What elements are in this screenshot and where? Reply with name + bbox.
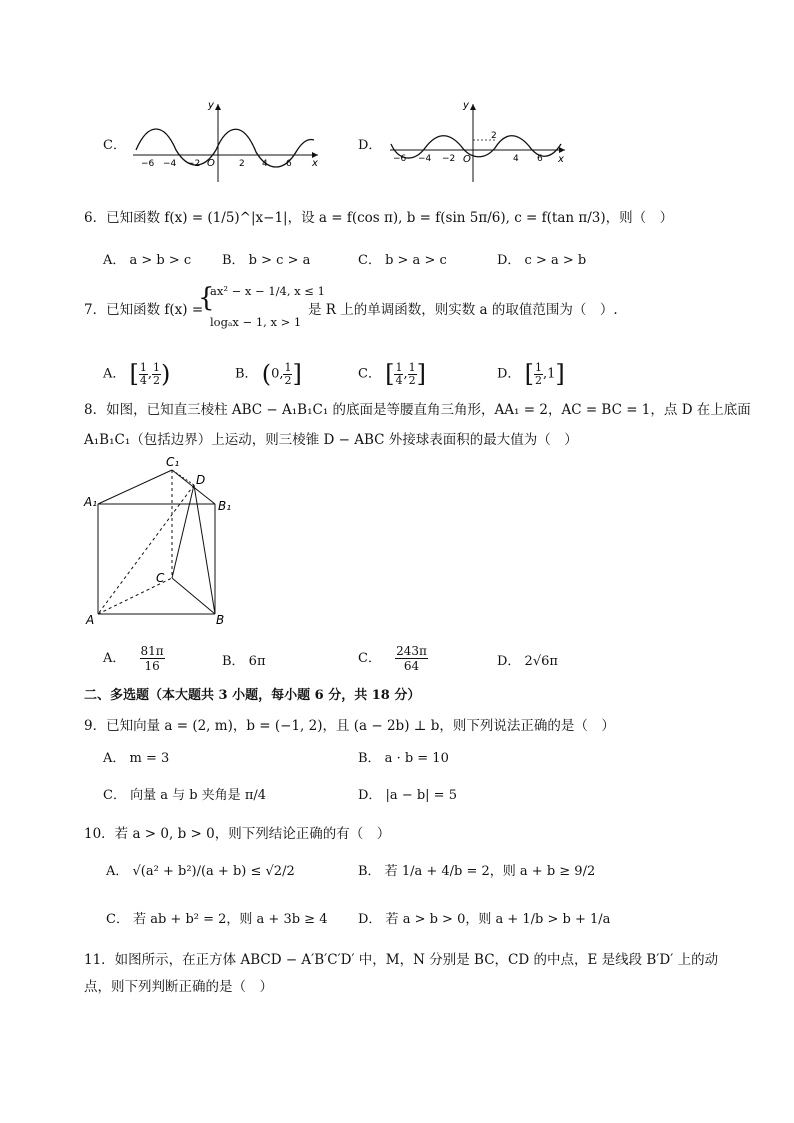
q8-option-c: C． $\frac{243\pi}{64}$: [358, 644, 427, 673]
q7-option-c: C． [ $\frac{1}{4}$ , $\frac{1}{2}$ ]: [358, 360, 426, 388]
label-a: A: [86, 613, 95, 627]
q6-option-b: B． b > c > a: [222, 253, 311, 268]
question-11-line-1: 11．如图所示，在正方体 ABCD − A′B′C′D′ 中，M，N 分别是 BC，CD 的中点，E 是线段 B′D′ 上的动: [84, 952, 719, 968]
q8-option-d: D． 2√6π: [497, 654, 558, 669]
question-8-line-2: A₁B₁C₁（包括边界）上运动，则三棱锥 D − ABC 外接球表面积的最大值为（ ）: [84, 432, 578, 448]
d-tick-6: 6: [537, 154, 543, 164]
c-y-label: y: [208, 100, 214, 111]
d-tick-0: −6: [393, 154, 407, 164]
q6-option-d: D． c > a > b: [497, 253, 587, 268]
q9-option-c: C． 向量 a 与 b 夹角是 π/4: [103, 788, 267, 803]
q7-case-2: logₐx − 1, x > 1: [210, 315, 302, 329]
option-d-graph: [385, 100, 575, 185]
d-tick-origin: O: [463, 154, 471, 165]
q6-option-a: A． a > b > c: [103, 253, 192, 268]
c-x-label: x: [312, 158, 318, 169]
c-tick-2: −2: [187, 159, 201, 169]
q10-option-d: D． 若 a > b > 0，则 a + 1/b > b + 1/a: [358, 912, 611, 927]
prism-figure: [82, 452, 242, 630]
d-tick-1: −4: [418, 154, 432, 164]
d-tick-2b: −2: [442, 154, 456, 164]
question-7-suffix: 是 R 上的单调函数，则实数 a 的取值范围为（ ）.: [308, 302, 618, 318]
c-tick-6: 6: [286, 159, 292, 169]
q6-option-c: C． b > a > c: [358, 253, 447, 268]
question-9-text: 9．已知向量 a = (2, m)，b = (−1, 2)，且 (a − 2b) ⊥ b，则下列说法正确的是（ ）: [84, 718, 615, 734]
question-11-line-2: 点，则下列判断正确的是（ ）: [84, 979, 273, 995]
d-y-label: y: [463, 100, 469, 111]
d-tick-4: 4: [513, 154, 519, 164]
label-c: C: [156, 571, 165, 585]
label-b1: B₁: [218, 499, 232, 513]
q10-option-c: C． 若 ab + b² = 2，则 a + 3b ≥ 4: [106, 912, 328, 927]
label-c1: C₁: [166, 455, 180, 469]
q7-option-d: D． [ $\frac{1}{2}$ ,1]: [497, 360, 565, 388]
c-tick-1: −4: [163, 159, 177, 169]
question-6-text: 6．已知函数 f(x) = (1/5)^|x−1|，设 a = f(cos π), b = f(sin 5π/6), c = f(tan π/3)，则（ ）: [84, 210, 674, 226]
c-tick-5: 4: [262, 159, 268, 169]
d-x-label: x: [558, 154, 564, 165]
section-2-heading: 二、多选题（本大题共 3 小题，每小题 6 分，共 18 分）: [84, 688, 421, 703]
c-tick-origin: O: [207, 158, 215, 169]
q9-option-b: B． a · b = 10: [358, 751, 449, 766]
q8-option-b: B． 6π: [222, 654, 266, 669]
c-tick-0: −6: [141, 159, 155, 169]
c-tick-4: 2: [239, 159, 245, 169]
q7-case-1: ax² − x − 1/4, x ≤ 1: [210, 284, 325, 298]
q7-brace: {: [198, 283, 215, 313]
label-b: B: [216, 613, 225, 627]
q8-option-a: A． $\frac{81\pi}{16}$: [103, 644, 164, 673]
option-c-graph: [128, 100, 328, 185]
label-a1: A₁: [84, 495, 98, 509]
q9-option-d: D． |a − b| = 5: [358, 788, 457, 803]
question-8-line-1: 8．如图，已知直三棱柱 ABC − A₁B₁C₁ 的底面是等腰直角三角形，AA₁ = 2，AC = BC = 1，点 D 在上底面: [84, 402, 751, 418]
question-10-text: 10．若 a > 0, b > 0，则下列结论正确的有（ ）: [84, 826, 391, 842]
option-c-label: C．: [103, 138, 126, 153]
d-tick-2: 2: [491, 131, 497, 141]
q7-option-b: B． (0, $\frac{1}{2}$ ]: [235, 360, 302, 388]
option-d-label: D．: [358, 138, 382, 153]
q10-option-a: A． √(a² + b²)/(a + b) ≤ √2/2: [106, 864, 295, 879]
question-7-prefix: 7．已知函数 f(x) =: [84, 302, 204, 318]
q9-option-a: A． m = 3: [103, 751, 170, 766]
label-d: D: [196, 473, 206, 487]
q7-option-a: A． [ $\frac{1}{4}$ , $\frac{1}{2}$ ): [103, 360, 171, 388]
q10-option-b: B． 若 1/a + 4/b = 2，则 a + b ≥ 9/2: [358, 864, 596, 879]
